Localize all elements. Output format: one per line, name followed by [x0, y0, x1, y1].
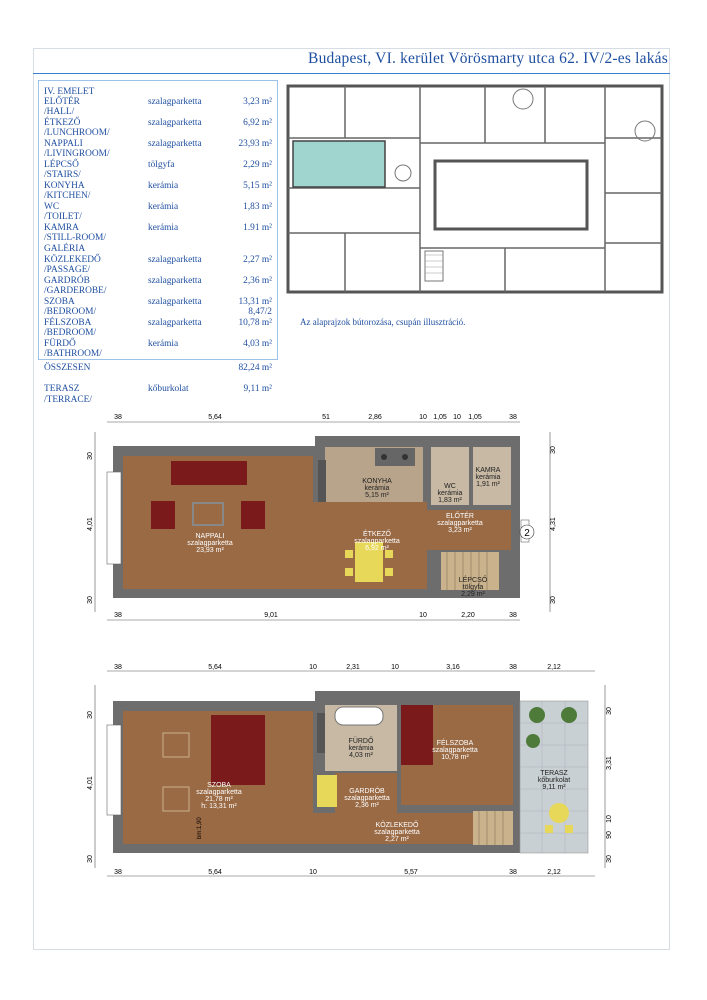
dimension-label: 30 [87, 452, 94, 460]
room-name: WC [44, 202, 60, 212]
dimension-label: 10 [606, 815, 613, 823]
dimension-label: 30 [606, 855, 613, 863]
dimension-label: 38 [114, 664, 122, 671]
dimension-label: 38 [114, 869, 122, 876]
room-label-name: KONYHA [362, 478, 392, 485]
dimension-label: 38 [114, 414, 122, 421]
headroom-label: bm:1,90 [197, 817, 203, 839]
room-name-en: /LIVINGROOM/ [44, 149, 110, 159]
room-label-area: 4,03 m² [349, 752, 373, 759]
room-label-mat: szalagparketta [196, 789, 242, 796]
room-label-mat: tölgyfa [462, 584, 484, 591]
room-label-name: SZOBA [207, 782, 231, 789]
dimension-label: 5,64 [208, 664, 222, 671]
room-label-area: 6,92 m² [365, 545, 389, 552]
dimension-label: 10 [391, 664, 399, 671]
dimension-label: 90 [606, 831, 613, 839]
room-label-name: GARDRÓB [349, 788, 385, 795]
room-name-en: /BATHROOM/ [44, 349, 102, 359]
room-name-en: /STAIRS/ [44, 170, 81, 180]
room-material: szalagparketta [148, 276, 202, 286]
total-area: 82,24 m² [238, 363, 272, 373]
room-area: 1.91 m² [243, 223, 272, 233]
room-label-area: 2,27 m² [385, 836, 409, 843]
room-material: kerámia [148, 181, 179, 191]
room-area: 5,15 m² [243, 181, 272, 191]
room-name: KÖZLEKEDŐ [44, 255, 101, 265]
room-name: KONYHA [44, 181, 85, 191]
dimension-label: 2,31 [346, 664, 360, 671]
room-name: ÉTKEZŐ [44, 118, 81, 128]
room-material: szalagparketta [148, 118, 202, 128]
room-label-mat: szalagparketta [187, 540, 233, 547]
room-label-mat: szalagparketta [437, 520, 483, 527]
dimension-label: 1,05 [468, 414, 482, 421]
dimension-label: 2,20 [461, 612, 475, 619]
room-material: szalagparketta [148, 318, 202, 328]
terrace-material: kőburkolat [148, 384, 189, 394]
room-label-area: 5,15 m² [365, 492, 389, 499]
dimension-label: 5,57 [404, 869, 418, 876]
room-name-en: /TOILET/ [44, 212, 82, 222]
room-name-en: /STILL-ROOM/ [44, 233, 106, 243]
dimension-label: 38 [509, 664, 517, 671]
room-area: 4,03 m² [243, 339, 272, 349]
room-label-area: 23,93 m² [196, 547, 224, 554]
room-name: NAPPALI [44, 139, 83, 149]
floor-label: IV. EMELET [44, 87, 95, 97]
room-label-mat: kőburkolat [537, 777, 571, 784]
room-material: kerámia [148, 202, 179, 212]
room-area: 10,78 m² [238, 318, 272, 328]
room-name: GARDRÓB [44, 276, 90, 286]
room-label-area: 21,78 m² [205, 796, 233, 803]
room-area: 2,27 m² [243, 255, 272, 265]
room-label-area: 3,23 m² [448, 527, 472, 534]
terrace-area: 9,11 m² [243, 384, 272, 394]
dimension-label: 38 [509, 869, 517, 876]
room-area: 23,93 m² [238, 139, 272, 149]
room-label-name: WC [444, 483, 456, 490]
room-name-en: /PASSAGE/ [44, 265, 91, 275]
room-name-en: /GARDEROBE/ [44, 286, 107, 296]
room-name: SZOBA [44, 297, 75, 307]
room-label-extra: h: 13,31 m² [201, 803, 237, 810]
room-name-en: /BEDROOM/ [44, 328, 97, 338]
dimension-label: 5,64 [208, 414, 222, 421]
room-area: 2,29 m² [243, 160, 272, 170]
dimension-label: 2,86 [368, 414, 382, 421]
room-area-extra: 8,47/2 [248, 307, 272, 317]
room-material: szalagparketta [148, 97, 202, 107]
dimension-label: 30 [87, 855, 94, 863]
dimension-label: 5,64 [208, 869, 222, 876]
room-area: 2,36 m² [243, 276, 272, 286]
room-label-name: LÉPCSŐ [458, 577, 488, 584]
furnishing-note: Az alaprajzok bútorozása, csupán illusztráció. [300, 317, 466, 327]
dimension-label: 10 [309, 664, 317, 671]
room-name: FÜRDŐ [44, 339, 76, 349]
room-label-area: 2,29 m² [461, 591, 485, 598]
room-name: LÉPCSŐ [44, 160, 79, 170]
room-area: 3,23 m² [243, 97, 272, 107]
dimension-label: 51 [322, 414, 330, 421]
room-material: szalagparketta [148, 139, 202, 149]
dimension-label: 4,31 [550, 517, 557, 531]
room-label-area: 1,91 m² [476, 481, 500, 488]
room-name: GALÉRIA [44, 244, 86, 254]
room-label-mat: szalagparketta [374, 829, 420, 836]
dimension-label: 38 [509, 612, 517, 619]
building-plan [285, 83, 665, 295]
dimension-label: 1,05 [433, 414, 447, 421]
terrace-en: /TERRACE/ [44, 395, 92, 405]
room-label-mat: szalagparketta [354, 538, 400, 545]
room-area: 6,92 m² [243, 118, 272, 128]
floor-plan-upper [85, 663, 625, 885]
dimension-label: 4,01 [87, 776, 94, 790]
dimension-label: 10 [309, 869, 317, 876]
room-label-mat: szalagparketta [344, 795, 390, 802]
room-label-area: 2,36 m² [355, 802, 379, 809]
room-area: 1,83 m² [243, 202, 272, 212]
page-title: Budapest, VI. kerület Vörösmarty utca 62. IV/2-es lakás [308, 50, 668, 67]
room-material: szalagparketta [148, 255, 202, 265]
terrace-name: TERASZ [44, 384, 80, 394]
room-area: 13,31 m² [238, 297, 272, 307]
dimension-label: 30 [87, 596, 94, 604]
room-label-mat: kerámia [348, 745, 374, 752]
room-label-name: FÉLSZOBA [436, 740, 474, 747]
door-number: 2 [524, 528, 530, 539]
room-label-name: TERASZ [540, 770, 568, 777]
room-label-mat: szalagparketta [432, 747, 478, 754]
title-rule [33, 73, 670, 74]
room-material: kerámia [148, 223, 179, 233]
room-name-en: /KITCHEN/ [44, 191, 91, 201]
dimension-label: 4,01 [87, 517, 94, 531]
dimension-label: 38 [509, 414, 517, 421]
dimension-label: 9,01 [264, 612, 278, 619]
dimension-label: 30 [87, 711, 94, 719]
room-label-mat: kerámia [364, 485, 390, 492]
dimension-label: 30 [606, 707, 613, 715]
room-label-name: NAPPALI [195, 533, 225, 540]
room-label-mat: kerámia [437, 490, 463, 497]
total-label: ÖSSZESEN [44, 363, 91, 373]
room-label-area: 10,78 m² [441, 754, 469, 761]
room-name-en: /HALL/ [44, 107, 75, 117]
room-label-name: KAMRA [475, 467, 501, 474]
room-material: kerámia [148, 339, 179, 349]
room-label-name: KÖZLEKEDŐ [375, 822, 419, 829]
dimension-label: 2,12 [547, 869, 561, 876]
room-label-name: ELŐTÉR [445, 513, 475, 520]
room-label-mat: kerámia [475, 474, 501, 481]
room-label-area: 9,11 m² [542, 784, 566, 791]
dimension-label: 3,31 [606, 756, 613, 770]
room-label-name: FÜRDŐ [348, 738, 374, 745]
dimension-label: 10 [453, 414, 461, 421]
dimension-label: 10 [419, 414, 427, 421]
room-name: KAMRA [44, 223, 79, 233]
dimension-label: 38 [114, 612, 122, 619]
dimension-label: 10 [419, 612, 427, 619]
dimension-label: 3,16 [446, 664, 460, 671]
room-label-area: 1,83 m² [438, 497, 462, 504]
room-name: ELŐTÉR [44, 97, 80, 107]
room-material: tölgyfa [148, 160, 175, 170]
floor-plan-lower [85, 412, 575, 627]
dimension-label: 2,12 [547, 664, 561, 671]
dimension-label: 30 [550, 446, 557, 454]
dimension-label: 30 [550, 596, 557, 604]
room-name-en: /BEDROOM/ [44, 307, 97, 317]
room-name-en: /LUNCHROOM/ [44, 128, 110, 138]
room-material: szalagparketta [148, 297, 202, 307]
room-label-name: ÉTKEZŐ [362, 531, 392, 538]
room-name: FÉLSZOBA [44, 318, 92, 328]
